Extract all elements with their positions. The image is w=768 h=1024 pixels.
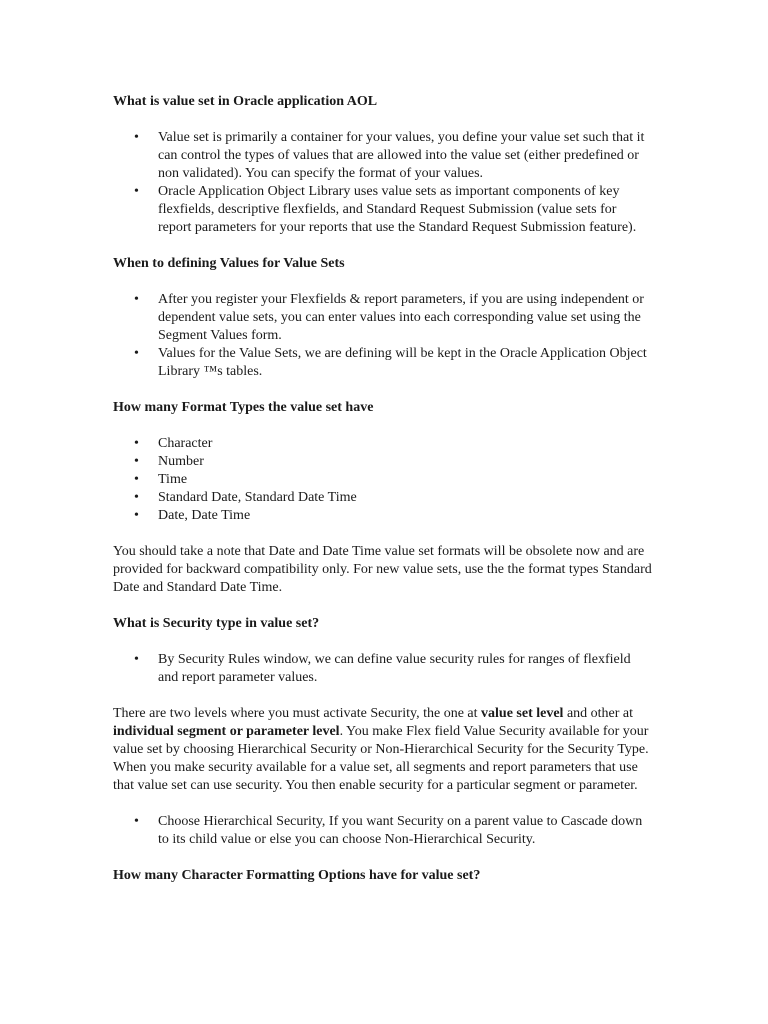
document-page xyxy=(113,93,653,885)
list-item: • Character xyxy=(113,435,653,453)
bullet-list-defining-values xyxy=(113,291,653,381)
list-item: • Choose Hierarchical Security, If you want Security on a parent value to Cascade down to its child value or else you can choose Non-Hierarchical Security. xyxy=(113,813,653,849)
bold-segment-level: individual segment or parameter level xyxy=(113,724,340,739)
bold-value-set-level: value set level xyxy=(481,706,564,721)
bullet-list-format-types xyxy=(113,435,653,525)
paragraph-format-note: You should take a note that Date and Date Time value set formats will be obsolete now and are provided for backward compatibility only. For new value sets, use the the format types Standard Date and Standard Date Time. xyxy=(113,544,652,595)
heading-security-type: What is Security type in value set? xyxy=(113,616,320,631)
bullet-list-hierarchical xyxy=(113,813,653,849)
paragraph-security-levels xyxy=(113,705,653,795)
bullet-list-value-set xyxy=(113,129,653,237)
bullet-list-security-rules xyxy=(113,651,653,687)
list-item: • Time xyxy=(113,471,653,489)
list-item: • Values for the Value Sets, we are defining will be kept in the Oracle Application Object Library ™s tables. xyxy=(113,345,653,381)
heading-format-types: How many Format Types the value set have xyxy=(113,400,374,415)
heading-value-set: What is value set in Oracle application AOL xyxy=(113,94,378,109)
text-run: . You make Flex field Value Security available for your value set by choosing Hierarchical Security or Non-Hierarchical Security for the Security Type. When you make security available for a value set, all segments and report parameters that use that value set can use security. You then enable security for a particular segment or parameter. xyxy=(113,724,649,793)
text-run: and other at xyxy=(563,706,634,721)
text-run: There are two levels where you must activate Security, the one at xyxy=(113,706,482,721)
heading-character-formatting: How many Character Formatting Options have for value set? xyxy=(113,868,481,883)
list-item: • Standard Date, Standard Date Time xyxy=(113,489,653,507)
heading-defining-values: When to defining Values for Value Sets xyxy=(113,256,345,271)
list-item: • Value set is primarily a container for your values, you define your value set such that it can control the types of values that are allowed into the value set (either predefined or non validated). You can specify the format of your values. xyxy=(113,129,653,183)
list-item: • Date, Date Time xyxy=(113,507,653,525)
list-item: • By Security Rules window, we can define value security rules for ranges of flexfield and report parameter values. xyxy=(113,651,653,687)
list-item: • After you register your Flexfields & report parameters, if you are using independent or dependent value sets, you can enter values into each corresponding value set using the Segment Values form. xyxy=(113,291,653,345)
list-item: • Oracle Application Object Library uses value sets as important components of key flexfields, descriptive flexfields, and Standard Request Submission (value sets for report parameters for your reports that use the Standard Request Submission feature). xyxy=(113,183,653,237)
list-item: • Number xyxy=(113,453,653,471)
